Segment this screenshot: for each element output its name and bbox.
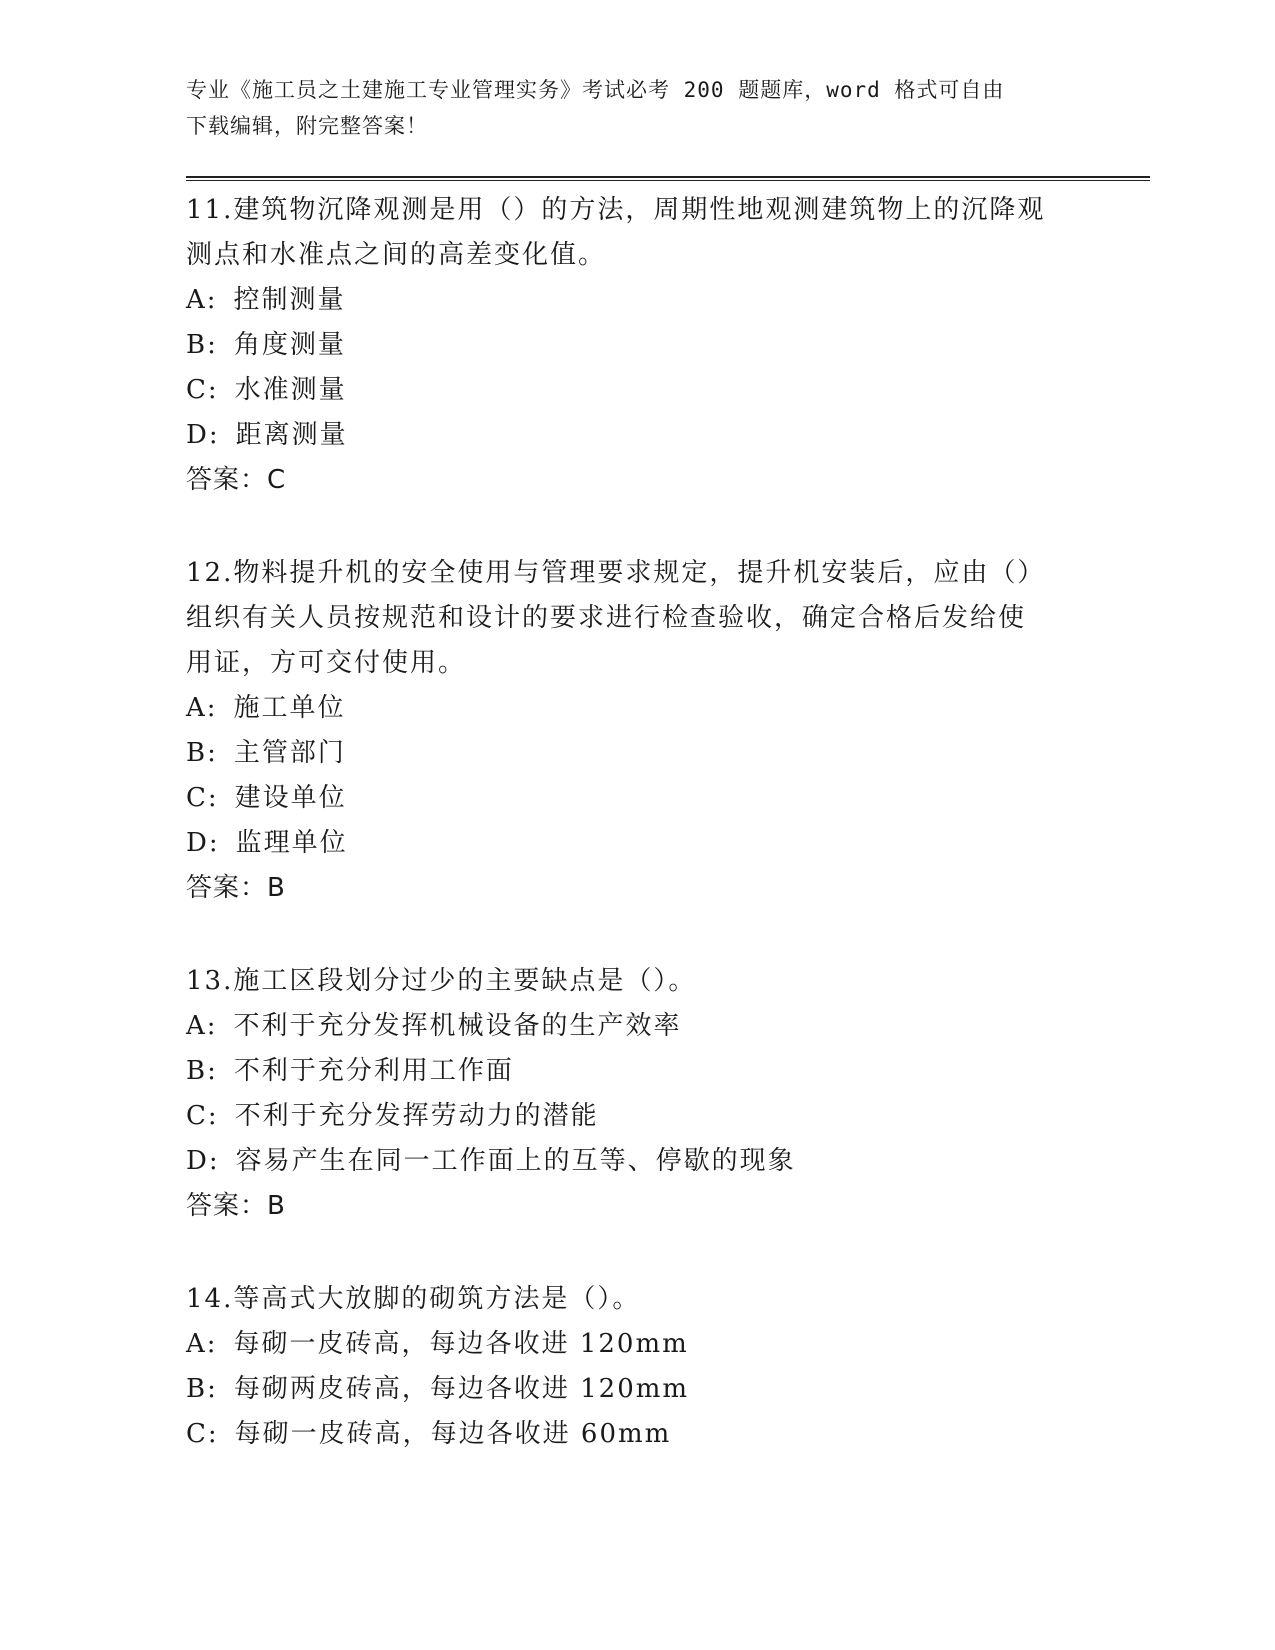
option-letter: D: [186,828,220,858]
option-letter: C: [186,1419,219,1449]
option-letter: C: [186,783,219,813]
option-c [186,1412,1146,1457]
option-letter: A: [186,285,218,315]
question-stem [186,188,1146,278]
option-c [186,368,1146,413]
header-line: 下载编辑，附完整答案！ [186,114,428,138]
option-letter: A: [186,693,218,723]
answer-line: 答案：C [186,465,287,495]
option-text: 不利于充分发挥劳动力的潜能 [234,1101,599,1131]
option-a [186,1322,1146,1367]
option-letter: B: [186,1374,218,1404]
option-text: 距离测量 [235,420,348,450]
option-text: 不利于充分发挥机械设备的生产效率 [233,1011,682,1041]
question-stem [186,959,1146,1004]
option-text: 建设单位 [234,783,347,813]
question-stem [186,1277,1146,1322]
stem-line: 13.施工区段划分过少的主要缺点是（）。 [186,966,697,996]
question-item [186,959,1146,1229]
answer-line: 答案：B [186,873,286,903]
option-a [186,686,1146,731]
option-b [186,731,1146,776]
stem-line: 12.物料提升机的安全使用与管理要求规定，提升机安装后，应由（） [186,558,1046,588]
option-text: 每砌一皮砖高，每边各收进 120mm [233,1329,689,1359]
option-b [186,1049,1146,1094]
option-letter: A: [186,1329,218,1359]
option-text: 容易产生在同一工作面上的互等、停歇的现象 [235,1146,796,1176]
option-a [186,1004,1146,1049]
option-text: 监理单位 [235,828,348,858]
option-letter: B: [186,330,218,360]
option-text: 控制测量 [233,285,346,315]
question-item [186,1277,1146,1457]
option-text: 每砌一皮砖高，每边各收进 60mm [234,1419,672,1449]
option-text: 不利于充分利用工作面 [233,1056,514,1086]
header-divider [186,176,1150,178]
header-divider-thin [186,180,1150,181]
answer-line: 答案：B [186,1191,286,1221]
question-list [186,188,1146,1505]
option-b [186,1367,1146,1412]
option-letter: B: [186,1056,218,1086]
option-text: 每砌两皮砖高，每边各收进 120mm [233,1374,690,1404]
option-d [186,1139,1146,1184]
option-letter: C: [186,1101,219,1131]
option-d [186,821,1146,866]
stem-line: 用证，方可交付使用。 [186,648,467,678]
option-text: 角度测量 [233,330,346,360]
stem-line: 11.建筑物沉降观测是用（）的方法，周期性地观测建筑物上的沉降观 [186,195,1046,225]
option-letter: C: [186,375,219,405]
option-text: 施工单位 [233,693,346,723]
option-b [186,323,1146,368]
question-item [186,551,1146,911]
option-letter: A: [186,1011,218,1041]
question-item [186,188,1146,503]
stem-line: 组织有关人员按规范和设计的要求进行检查验收，确定合格后发给使 [186,603,1027,633]
header-line: 专业《施工员之土建施工专业管理实务》考试必考 200 题题库，word 格式可自由 [186,78,1005,102]
option-text: 水准测量 [234,375,347,405]
stem-line: 14.等高式大放脚的砌筑方法是（）。 [186,1284,641,1314]
option-a [186,278,1146,323]
question-stem [186,551,1146,686]
option-text: 主管部门 [233,738,346,768]
option-letter: B: [186,738,218,768]
option-c [186,1094,1146,1139]
option-letter: D: [186,1146,220,1176]
stem-line: 测点和水准点之间的高差变化值。 [186,240,607,270]
option-letter: D: [186,420,220,450]
document-header [186,72,1066,144]
option-d [186,413,1146,458]
option-c [186,776,1146,821]
